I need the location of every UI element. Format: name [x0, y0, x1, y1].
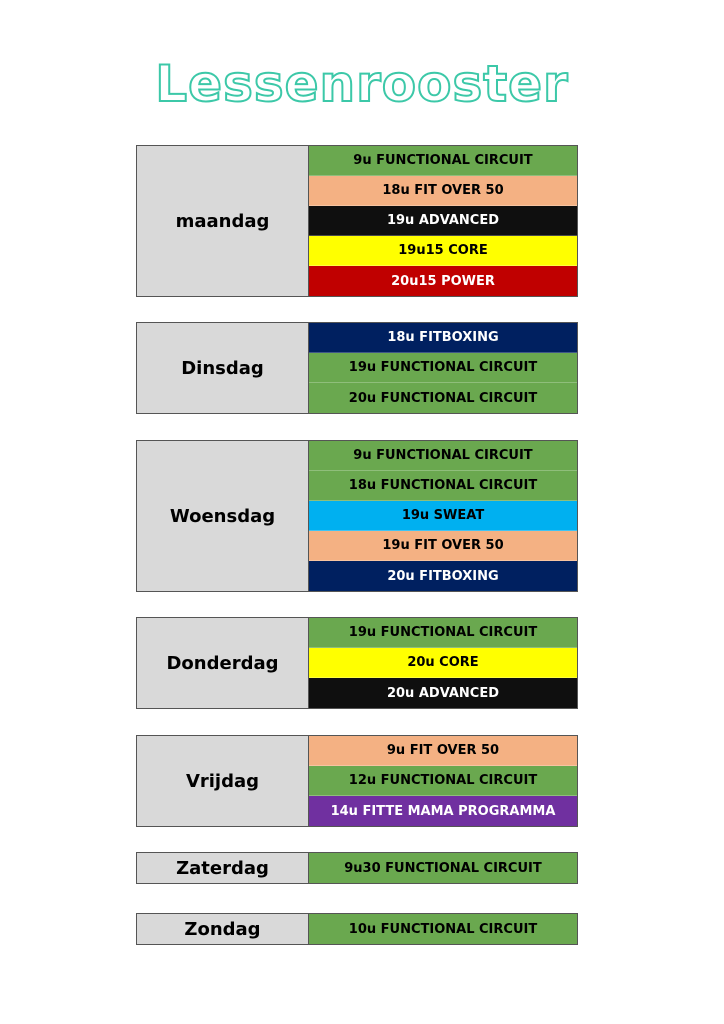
class-item: 18u FUNCTIONAL CIRCUIT — [309, 471, 577, 501]
day-block-vrijdag — [136, 735, 578, 827]
day-name: Dinsdag — [137, 323, 309, 413]
day-block-woensdag — [136, 440, 578, 592]
class-item: 20u CORE — [309, 648, 577, 678]
class-item: 20u ADVANCED — [309, 678, 577, 708]
day-block-donderdag — [136, 617, 578, 709]
class-item: 20u15 POWER — [309, 266, 577, 296]
class-item: 20u FUNCTIONAL CIRCUIT — [309, 383, 577, 413]
class-item: 19u ADVANCED — [309, 206, 577, 236]
class-item: 9u FUNCTIONAL CIRCUIT — [309, 441, 577, 471]
day-block-zondag — [136, 913, 578, 945]
class-list — [309, 618, 577, 708]
day-name: maandag — [137, 146, 309, 296]
class-list — [309, 853, 577, 883]
class-list — [309, 323, 577, 413]
class-item: 19u FUNCTIONAL CIRCUIT — [309, 353, 577, 383]
class-list — [309, 441, 577, 591]
class-item: 9u FUNCTIONAL CIRCUIT — [309, 146, 577, 176]
class-item: 18u FIT OVER 50 — [309, 176, 577, 206]
class-item: 10u FUNCTIONAL CIRCUIT — [309, 914, 577, 944]
class-list — [309, 736, 577, 826]
day-name: Woensdag — [137, 441, 309, 591]
class-list — [309, 914, 577, 944]
day-name: Zondag — [137, 914, 309, 944]
class-item: 19u FUNCTIONAL CIRCUIT — [309, 618, 577, 648]
day-block-zaterdag — [136, 852, 578, 884]
day-name: Zaterdag — [137, 853, 309, 883]
class-item: 14u FITTE MAMA PROGRAMMA — [309, 796, 577, 826]
class-item: 12u FUNCTIONAL CIRCUIT — [309, 766, 577, 796]
class-item: 18u FITBOXING — [309, 323, 577, 353]
class-item: 19u SWEAT — [309, 501, 577, 531]
day-name: Donderdag — [137, 618, 309, 708]
day-block-dinsdag — [136, 322, 578, 414]
class-list — [309, 146, 577, 296]
class-item: 9u30 FUNCTIONAL CIRCUIT — [309, 853, 577, 883]
day-block-maandag — [136, 145, 578, 297]
class-item: 19u FIT OVER 50 — [309, 531, 577, 561]
class-item: 19u15 CORE — [309, 236, 577, 266]
page-title: Lessenrooster — [155, 55, 569, 113]
class-item: 20u FITBOXING — [309, 561, 577, 591]
day-name: Vrijdag — [137, 736, 309, 826]
class-item: 9u FIT OVER 50 — [309, 736, 577, 766]
